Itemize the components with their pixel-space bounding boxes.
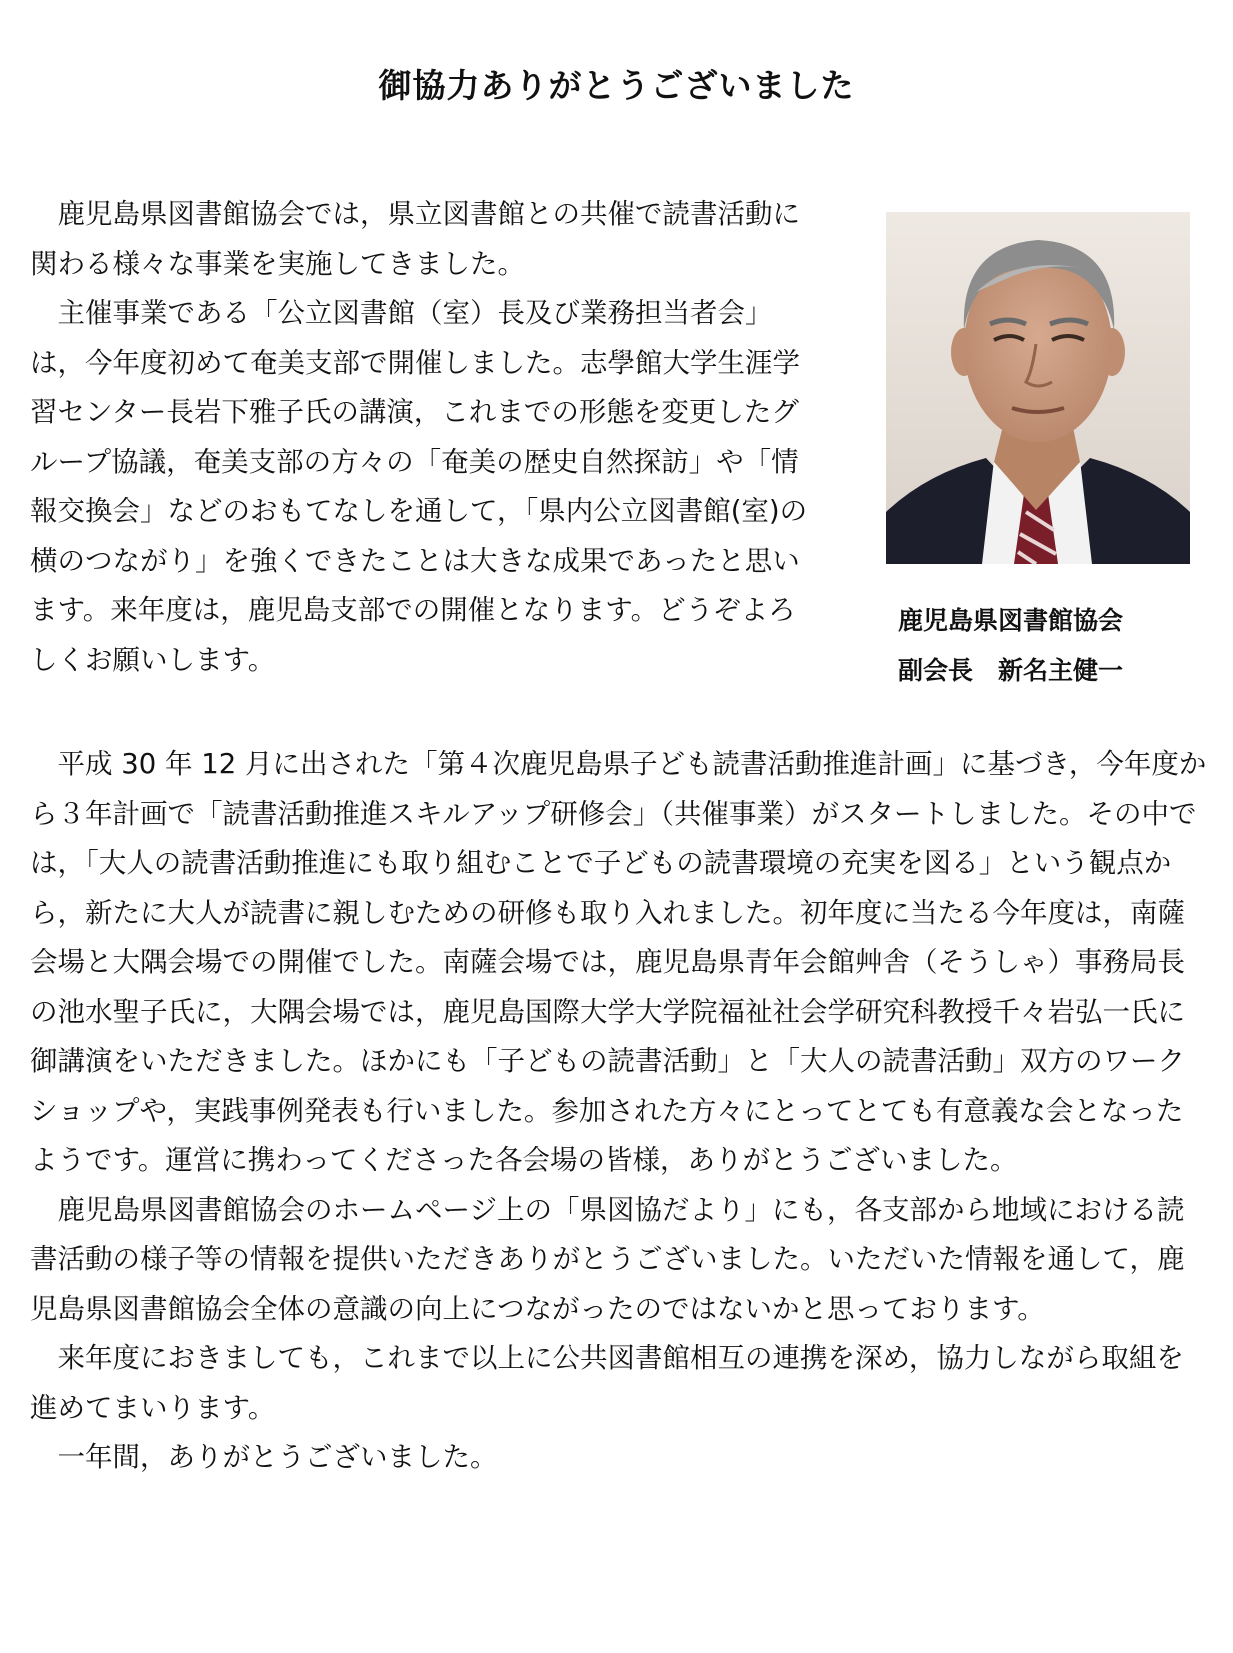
intro-paragraph: 主催事業である「公立図書館（室）長及び業務担当者会」は，今年度初めて奄美支部で開催しました。志學館大学生涯学習センター長岩下雅子氏の講演，これまでの形態を変更したグループ協議，奄美支部の方々の「奄美の歴史自然探訪」や「情報交換会」などのおもてなしを通して，「県内公立図書館(室)の横のつながり」を強くできたことは大きな成果であったと思います。来年度は，鹿児島支部での開催となります。どうぞよろしくお願いします。 (30, 297, 808, 676)
body-paragraph: 鹿児島県図書館協会のホームページ上の「県図協だより」にも，各支部から地域における読書活動の様子等の情報を提供いただきありがとうございました。いただいた情報を通して，鹿児島県図書館協会全体の意識の向上につながったのではないかと思っております。 (30, 1193, 1185, 1325)
body-paragraph: 平成 30 年 12 月に出された「第４次鹿児島県子ども読書活動推進計画」に基づき，今年度から３年計画で「読書活動推進スキルアップ研修会」（共催事業）がスタートしました。その中では，「大人の読書活動推進にも取り組むことで子どもの読書環境の充実を図る」という観点から，新たに大人が読書に親しむための研修も取り入れました。初年度に当たる今年度は，南薩会場と大隅会場での開催でした。南薩会場では，鹿児島県青年会館艸舎（そうしゃ）事務局長の池水聖子氏に，大隅会場では，鹿児島国際大学大学院福祉社会学研究科教授千々岩弘一氏に御講演をいただきました。ほかにも「子どもの読書活動」と「大人の読書活動」双方のワークショップや，実践事例発表も行いました。参加された方々にとってとても有意義な会となったようです。運営に携わってくださった各会場の皆様，ありがとうございました。 (30, 748, 1207, 1176)
intro-paragraph: 鹿児島県図書館協会では，県立図書館との共催で読書活動に関わる様々な事業を実施してきました。 (30, 198, 800, 280)
body-text (30, 740, 1210, 1483)
portrait-photo (886, 212, 1190, 564)
intro-text (30, 190, 815, 685)
body-paragraph: 一年間，ありがとうございました。 (57, 1441, 498, 1473)
caption-position-name: 副会長 新名主健一 (898, 656, 1124, 685)
caption-organization: 鹿児島県図書館協会 (898, 606, 1124, 635)
body-paragraph: 来年度におきましても，これまで以上に公共図書館相互の連携を深め，協力しながら取組を進めてまいります。 (30, 1342, 1184, 1424)
photo-caption (898, 596, 1228, 696)
page-title: 御協力ありがとうございました (378, 66, 855, 105)
